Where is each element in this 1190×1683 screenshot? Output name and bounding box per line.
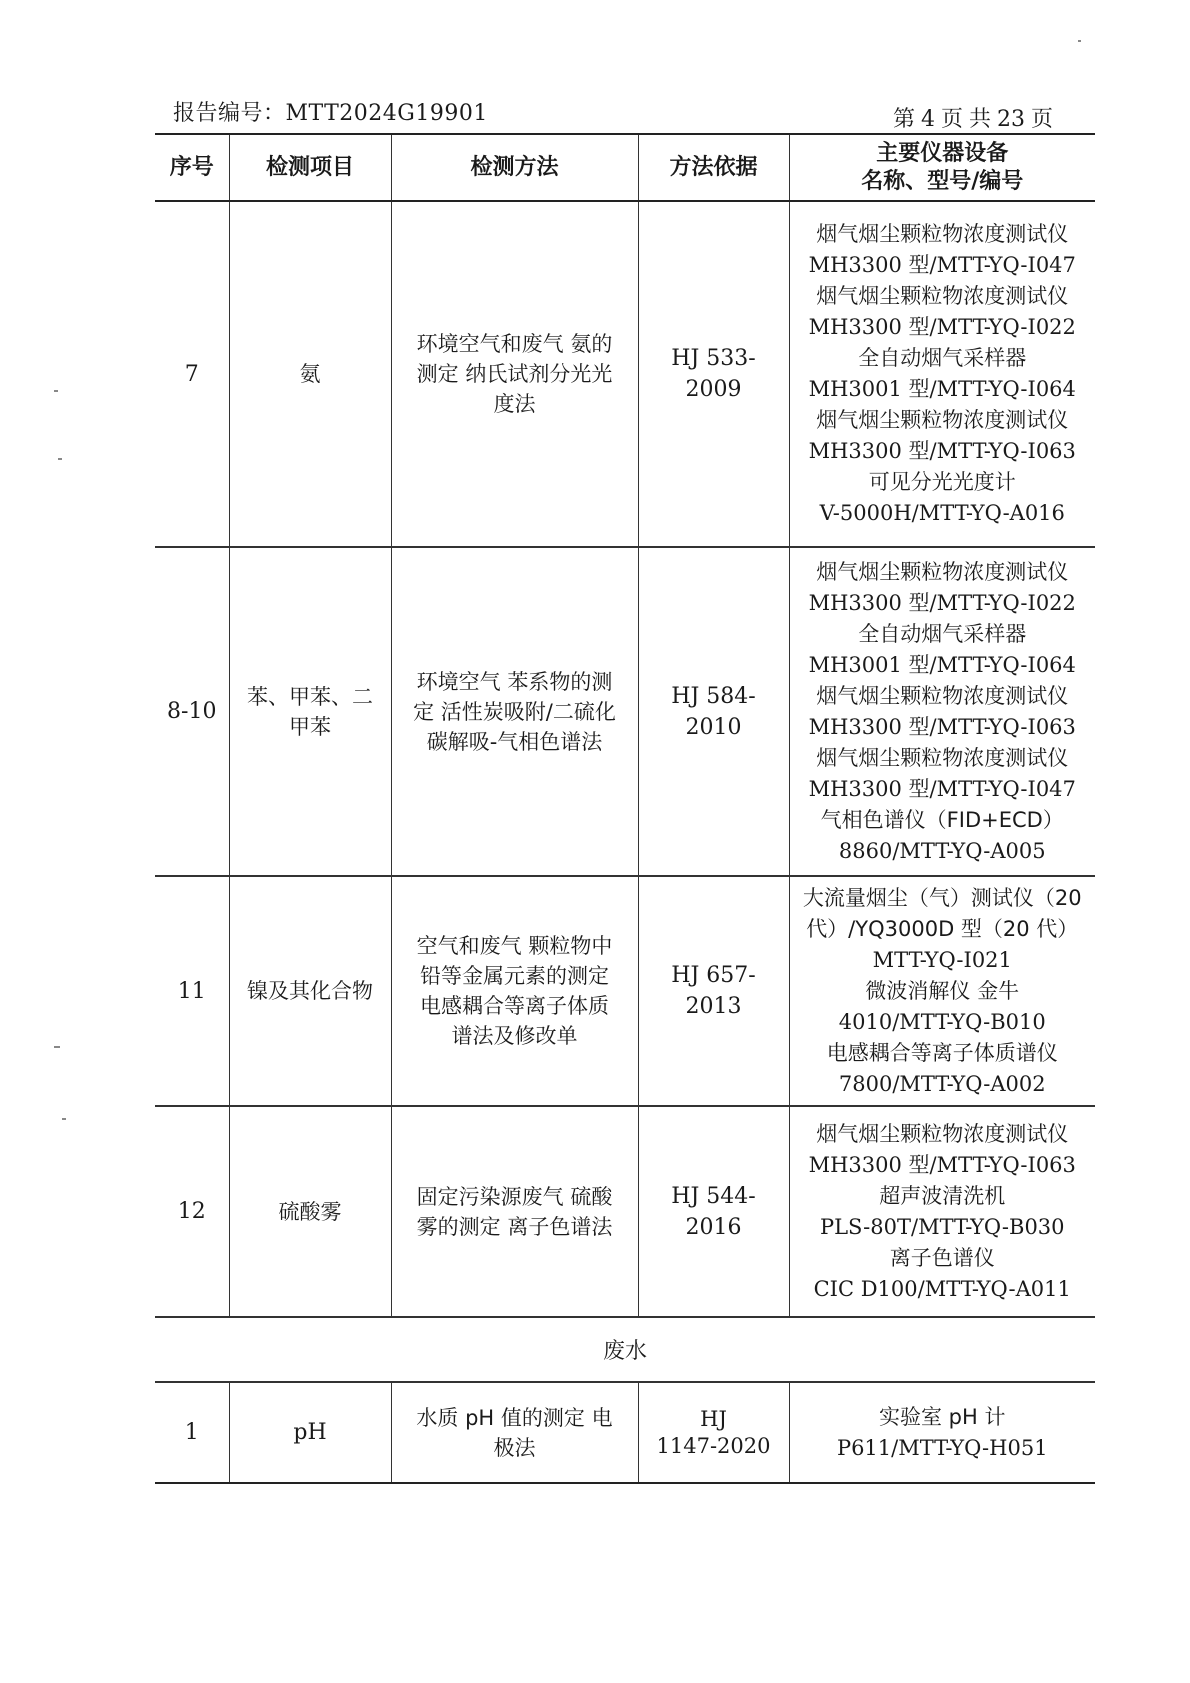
page-total-label: 共 — [969, 107, 992, 132]
row-item-text: 氨 — [299, 362, 321, 386]
equipment-line: MH3300 型/MTT-YQ-I063 — [808, 714, 1076, 739]
row-no: 1 — [155, 1382, 229, 1483]
table-row — [155, 1106, 1095, 1317]
page-total: 23 — [997, 107, 1026, 132]
equipment-line: 离子色谱仪 — [889, 1245, 995, 1270]
row-item — [229, 201, 391, 547]
row-item-text: 苯、甲苯、二甲苯 — [247, 684, 373, 739]
row-method-text: 水质 pH 值的测定 电极法 — [416, 1405, 613, 1460]
row-basis: HJ 584-2010 — [638, 547, 789, 876]
row-no: 12 — [155, 1106, 229, 1317]
scan-mark — [58, 458, 62, 460]
scan-mark — [54, 1046, 60, 1048]
equipment-line: 烟气烟尘颗粒物浓度测试仪 — [816, 408, 1069, 432]
page-current: 4 — [921, 107, 936, 132]
detection-methods-table — [155, 133, 1095, 1484]
equipment-line: 气相色谱仪（FID+ECD） — [820, 807, 1064, 832]
equipment-line: 烟气烟尘颗粒物浓度测试仪 — [816, 1121, 1069, 1146]
col-header-equipment-line2: 名称、型号/编号 — [861, 168, 1024, 194]
table-row — [155, 876, 1095, 1106]
equipment-line: 全自动烟气采样器 — [858, 621, 1027, 646]
row-equipment — [789, 201, 1095, 547]
row-no: 11 — [155, 876, 229, 1106]
table-row — [155, 1382, 1095, 1483]
row-item-text: 硫酸雾 — [278, 1199, 342, 1224]
equipment-line: MH3001 型/MTT-YQ-I064 — [808, 377, 1076, 401]
equipment-line: 烟气烟尘颗粒物浓度测试仪 — [816, 284, 1069, 308]
page-indicator — [890, 102, 1056, 133]
col-header-method: 检测方法 — [391, 134, 638, 201]
equipment-line: 实验室 pH 计 — [879, 1404, 1006, 1429]
equipment-line: 烟气烟尘颗粒物浓度测试仪 — [816, 683, 1069, 708]
page-prefix: 第 — [893, 107, 916, 132]
equipment-line: MH3300 型/MTT-YQ-I047 — [808, 253, 1076, 277]
col-header-equipment-line1: 主要仪器设备 — [876, 140, 1009, 166]
equipment-line: 代）/YQ3000D 型（20 代） — [806, 916, 1079, 941]
equipment-line: P611/MTT-YQ-H051 — [836, 1435, 1048, 1460]
col-header-equipment — [789, 134, 1095, 201]
equipment-line: MH3300 型/MTT-YQ-I063 — [808, 1152, 1076, 1177]
row-equipment — [789, 1382, 1095, 1483]
row-method-text: 空气和废气 颗粒物中铅等金属元素的测定 电感耦合等离子体质谱法及修改单 — [416, 934, 613, 1048]
page-suffix: 页 — [1031, 107, 1054, 132]
section-row — [155, 1317, 1095, 1382]
equipment-line: V-5000H/MTT-YQ-A016 — [819, 501, 1065, 525]
page-mid: 页 — [941, 107, 964, 132]
equipment-line: CIC D100/MTT-YQ-A011 — [813, 1276, 1071, 1301]
row-item: pH — [229, 1382, 391, 1483]
col-header-basis: 方法依据 — [638, 134, 789, 201]
equipment-line: 大流量烟尘（气）测试仪（20 — [802, 885, 1082, 910]
equipment-line: 7800/MTT-YQ-A002 — [838, 1071, 1046, 1096]
col-header-item: 检测项目 — [229, 134, 391, 201]
equipment-line: MH3001 型/MTT-YQ-I064 — [808, 652, 1076, 677]
row-basis: HJ 544-2016 — [638, 1106, 789, 1317]
row-method — [391, 547, 638, 876]
equipment-line: 8860/MTT-YQ-A005 — [838, 838, 1046, 863]
row-method-text: 环境空气 苯系物的测定 活性炭吸附/二硫化碳解吸-气相色谱法 — [413, 669, 616, 754]
row-no: 8-10 — [155, 547, 229, 876]
row-item — [229, 547, 391, 876]
scan-mark — [54, 390, 58, 392]
row-item — [229, 1106, 391, 1317]
row-method — [391, 876, 638, 1106]
row-method-text: 环境空气和废气 氨的测定 纳氏试剂分光光度法 — [416, 332, 613, 416]
equipment-line: 全自动烟气采样器 — [858, 346, 1027, 370]
row-item — [229, 876, 391, 1106]
row-equipment — [789, 547, 1095, 876]
row-basis: HJ 657-2013 — [638, 876, 789, 1106]
equipment-line: 电感耦合等离子体质谱仪 — [826, 1040, 1058, 1065]
equipment-line: 烟气烟尘颗粒物浓度测试仪 — [816, 745, 1069, 770]
row-basis-line2: 1147-2020 — [656, 1433, 771, 1458]
row-basis — [638, 1382, 789, 1483]
equipment-line: MH3300 型/MTT-YQ-I047 — [808, 776, 1076, 801]
equipment-line: 微波消解仪 金牛 — [865, 978, 1020, 1003]
row-equipment — [789, 876, 1095, 1106]
row-no: 7 — [155, 201, 229, 547]
equipment-line: 4010/MTT-YQ-B010 — [838, 1009, 1046, 1034]
equipment-line: PLS-80T/MTT-YQ-B030 — [819, 1214, 1065, 1239]
equipment-line: MH3300 型/MTT-YQ-I022 — [808, 590, 1076, 615]
row-item-text: 镍及其化合物 — [247, 979, 373, 1003]
report-number: 报告编号：MTT2024G19901 — [173, 101, 488, 126]
row-method-text: 固定污染源废气 硫酸雾的测定 离子色谱法 — [416, 1184, 613, 1239]
table-row — [155, 201, 1095, 547]
section-label: 废水 — [155, 1317, 1095, 1382]
row-basis-line1: HJ — [700, 1406, 727, 1431]
col-header-no: 序号 — [155, 134, 229, 201]
row-method — [391, 1106, 638, 1317]
equipment-line: MTT-YQ-I021 — [872, 947, 1012, 972]
row-method — [391, 1382, 638, 1483]
equipment-line: MH3300 型/MTT-YQ-I022 — [808, 315, 1076, 339]
table-row — [155, 547, 1095, 876]
row-method — [391, 201, 638, 547]
equipment-line: 超声波清洗机 — [879, 1183, 1006, 1208]
row-equipment — [789, 1106, 1095, 1317]
equipment-line: 烟气烟尘颗粒物浓度测试仪 — [816, 559, 1069, 584]
scan-mark — [1078, 40, 1081, 42]
table-header-row — [155, 134, 1095, 201]
row-basis: HJ 533-2009 — [638, 201, 789, 547]
equipment-line: MH3300 型/MTT-YQ-I063 — [808, 439, 1076, 463]
equipment-line: 烟气烟尘颗粒物浓度测试仪 — [816, 222, 1069, 246]
scan-mark — [62, 1118, 66, 1120]
equipment-line: 可见分光光度计 — [868, 470, 1016, 494]
